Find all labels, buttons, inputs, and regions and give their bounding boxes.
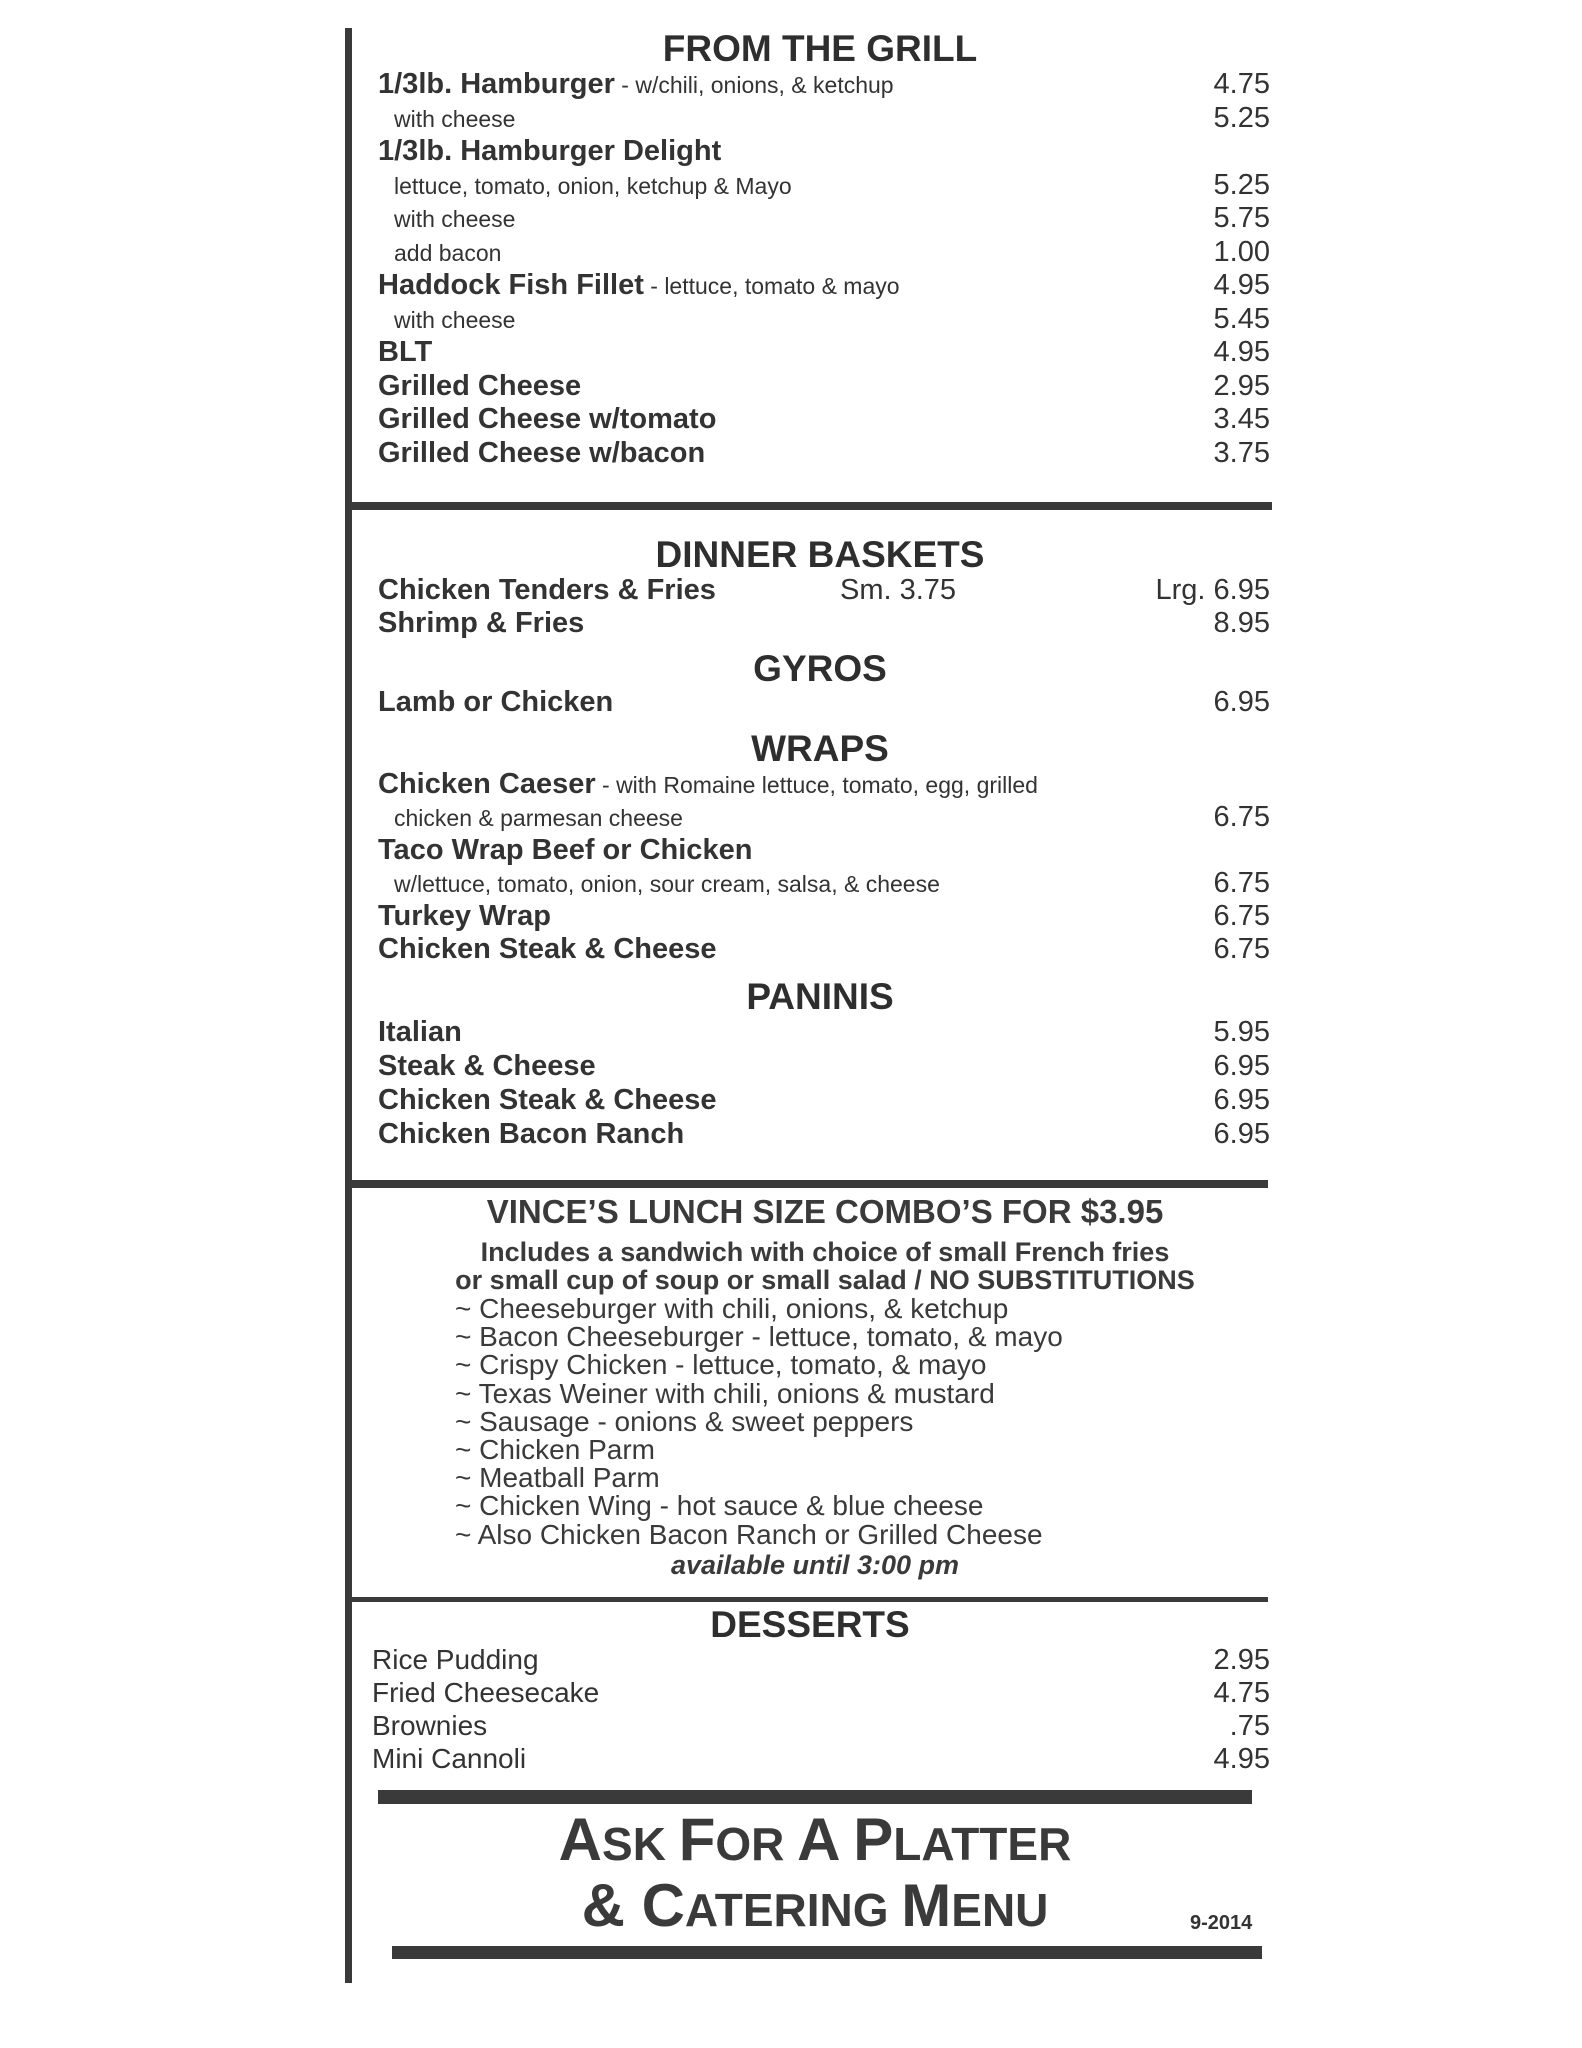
menu-item-price: 2.95 — [1213, 369, 1270, 402]
menu-item-row — [370, 68, 1270, 102]
menu-item-name: Chicken Tenders & Fries — [378, 574, 716, 606]
menu-item-row — [370, 303, 1270, 337]
footer-cap-letter: A — [797, 1806, 841, 1873]
menu-item-row — [370, 900, 1270, 934]
menu-item-row — [370, 403, 1270, 437]
menu-item-row — [370, 686, 1270, 720]
menu-item-row — [370, 607, 1270, 641]
menu-item-description: - w/chili, onions, & ketchup — [614, 72, 894, 98]
menu-item-row — [370, 102, 1270, 136]
menu-item-price: 5.25 — [1213, 168, 1270, 201]
menu-item-row — [370, 336, 1270, 370]
menu-item-row — [370, 269, 1270, 303]
platter-line — [380, 1808, 1250, 1876]
menu-item-row — [370, 202, 1270, 236]
menu-date: 9-2014 — [1190, 1912, 1253, 1934]
menu-item-price: 6.95 — [1213, 1050, 1270, 1082]
combo-item: ~ Bacon Cheeseburger - lettuce, tomato, & mayo — [455, 1321, 1063, 1353]
divider-bottom — [392, 1946, 1262, 1959]
footer-cap-letter: A — [558, 1806, 603, 1873]
menu-item-name: Chicken Steak & Cheese — [378, 1084, 717, 1116]
menu-item-name: Brownies — [372, 1710, 488, 1741]
section-title-paninis: PANINIS — [746, 976, 894, 1017]
menu-item-price: 1.00 — [1213, 235, 1270, 268]
section-title-baskets: DINNER BASKETS — [655, 534, 985, 575]
menu-item-price: Lrg. 6.95 — [1155, 574, 1270, 606]
menu-item-description: - lettuce, tomato & mayo — [643, 273, 900, 299]
section-title-gyros: GYROS — [753, 648, 887, 689]
menu-item-price: .75 — [1229, 1710, 1270, 1742]
menu-item-name: Fried Cheesecake — [372, 1677, 600, 1708]
combo-description-1: Includes a sandwich with choice of small French fries — [480, 1237, 1170, 1267]
menu-item-price: 5.25 — [1213, 101, 1270, 134]
menu-item-row — [370, 933, 1270, 967]
combo-description-2: or small cup of soup or small salad / NO SUBSTITUTIONS — [455, 1265, 1195, 1295]
menu-item-name: Grilled Cheese — [378, 369, 582, 402]
menu-item-name: BLT — [378, 336, 433, 368]
combo-title: VINCE’S LUNCH SIZE COMBO’S FOR $3.95 — [486, 1193, 1164, 1230]
menu-item-row — [370, 768, 1270, 802]
menu-item-name: Taco Wrap Beef or Chicken — [378, 834, 753, 866]
menu-item-row — [370, 574, 1270, 608]
footer-cap-letter: M — [901, 1872, 952, 1939]
menu-item-name: 1/3lb. Hamburger - w/chili, onions, & ketchup — [378, 68, 894, 100]
combo-item: ~ Crispy Chicken - lettuce, tomato, & mayo — [455, 1349, 987, 1381]
menu-item-name: Chicken Steak & Cheese — [378, 933, 717, 965]
menu-item-row — [370, 1743, 1270, 1777]
menu-item-price: 5.75 — [1213, 202, 1270, 234]
menu-item-price: 4.75 — [1213, 1677, 1270, 1709]
menu-item-price: 8.95 — [1213, 607, 1270, 639]
combo-item: ~ Meatball Parm — [455, 1462, 660, 1494]
menu-item-name: Lamb or Chicken — [378, 686, 614, 718]
combo-item: ~ Sausage - onions & sweet peppers — [455, 1405, 914, 1437]
menu-item-price: 4.95 — [1213, 269, 1270, 301]
menu-item-name: Chicken Caeser - with Romaine lettuce, tomato, egg, grilled — [378, 768, 1038, 800]
menu-item-row — [370, 1016, 1270, 1050]
menu-item-row — [370, 834, 1270, 868]
menu-item-price: 6.95 — [1213, 1118, 1270, 1150]
menu-item-row — [370, 1050, 1270, 1084]
menu-item-row — [370, 1644, 1270, 1678]
menu-item-description: w/lettuce, tomato, onion, sour cream, salsa, & cheese — [394, 871, 940, 897]
footer-small-caps: ATERING — [684, 1884, 902, 1936]
menu-item-row — [370, 135, 1270, 169]
combo-availability-note: available until 3:00 pm — [670, 1550, 960, 1580]
menu-item-price: 5.95 — [1213, 1016, 1270, 1048]
menu-item-name: Rice Pudding — [372, 1644, 539, 1675]
combo-item: ~ Also Chicken Bacon Ranch or Grilled Cheese — [455, 1518, 1043, 1550]
section-title-wraps: WRAPS — [751, 728, 889, 769]
menu-item-description: - with Romaine lettuce, tomato, egg, grilled — [595, 772, 1038, 798]
menu-item-name: Haddock Fish Fillet - lettuce, tomato & mayo — [378, 269, 900, 301]
menu-item-price: 6.75 — [1213, 900, 1270, 932]
menu-item-row — [370, 867, 1270, 901]
footer-cap-letter: F — [678, 1806, 716, 1873]
menu-item-row — [370, 1084, 1270, 1118]
catering-line — [380, 1872, 1253, 1942]
menu-item-price: 6.95 — [1213, 686, 1270, 718]
menu-item-price: 6.75 — [1213, 867, 1270, 899]
combo-item: ~ Texas Weiner with chili, onions & mustard — [455, 1377, 995, 1409]
divider-paninis — [352, 1180, 1268, 1188]
footer-small-caps — [840, 1818, 853, 1870]
combo-item: ~ Chicken Wing - hot sauce & blue cheese — [455, 1490, 984, 1522]
section-title-grill: FROM THE GRILL — [662, 28, 978, 69]
menu-item-name: 1/3lb. Hamburger Delight — [378, 135, 722, 167]
footer-cap-letter: P — [853, 1806, 894, 1873]
menu-item-name: Mini Cannoli — [372, 1743, 527, 1774]
divider-grill — [352, 502, 1272, 510]
combo-item: ~ Cheeseburger with chili, onions, & ketchup — [455, 1293, 1009, 1324]
combo-item: ~ Chicken Parm — [455, 1434, 655, 1465]
menu-item-price: 3.75 — [1213, 436, 1270, 469]
menu-item-price: 6.75 — [1213, 801, 1270, 833]
menu-item-row — [370, 1710, 1270, 1744]
menu-item-name: Grilled Cheese w/bacon — [378, 436, 706, 469]
menu-item-price: 6.75 — [1213, 933, 1270, 965]
menu-item-name: Chicken Bacon Ranch — [378, 1118, 685, 1150]
menu-item-row — [370, 169, 1270, 203]
menu-item-name: Shrimp & Fries — [378, 607, 585, 639]
menu-item-description: with cheese — [394, 306, 516, 333]
menu-item-description: add bacon — [394, 239, 502, 266]
menu-item-price: 4.95 — [1213, 336, 1270, 368]
divider-combos — [352, 1597, 1268, 1602]
menu-item-price: 6.95 — [1213, 1084, 1270, 1116]
menu-item-row — [370, 801, 1270, 835]
menu-item-description: lettuce, tomato, onion, ketchup & Mayo — [394, 172, 792, 199]
footer-cap-letter: & — [581, 1872, 642, 1939]
menu-item-price: 4.75 — [1213, 68, 1270, 100]
menu-item-price: 2.95 — [1213, 1644, 1270, 1676]
menu-item-price: 5.45 — [1213, 302, 1270, 335]
footer-small-caps: LATTER — [893, 1818, 1072, 1870]
divider-desserts — [378, 1790, 1252, 1804]
left-border — [345, 28, 352, 1983]
menu-item-price: 3.45 — [1213, 403, 1270, 435]
footer-small-caps: SK — [602, 1818, 679, 1870]
menu-item-row — [370, 1677, 1270, 1711]
menu-item-row — [370, 437, 1270, 471]
footer-cap-letter: C — [641, 1872, 685, 1939]
footer-small-caps: ENU — [951, 1884, 1049, 1936]
menu-item-small-price: Sm. 3.75 — [840, 574, 957, 606]
menu-item-description: with cheese — [394, 206, 516, 232]
menu-item-description: with cheese — [394, 105, 516, 132]
menu-item-price: 4.95 — [1213, 1743, 1270, 1775]
menu-item-description: chicken & parmesan cheese — [394, 805, 683, 831]
section-title-desserts: DESSERTS — [710, 1604, 910, 1645]
menu-item-name: Italian — [378, 1016, 462, 1048]
menu-item-name: Grilled Cheese w/tomato — [378, 403, 717, 435]
menu-item-row — [370, 370, 1270, 404]
menu-item-name: Turkey Wrap — [378, 900, 551, 932]
menu-item-row — [370, 1118, 1270, 1152]
footer-small-caps: OR — [715, 1818, 798, 1870]
menu-item-name: Steak & Cheese — [378, 1050, 596, 1082]
menu-item-row — [370, 236, 1270, 270]
